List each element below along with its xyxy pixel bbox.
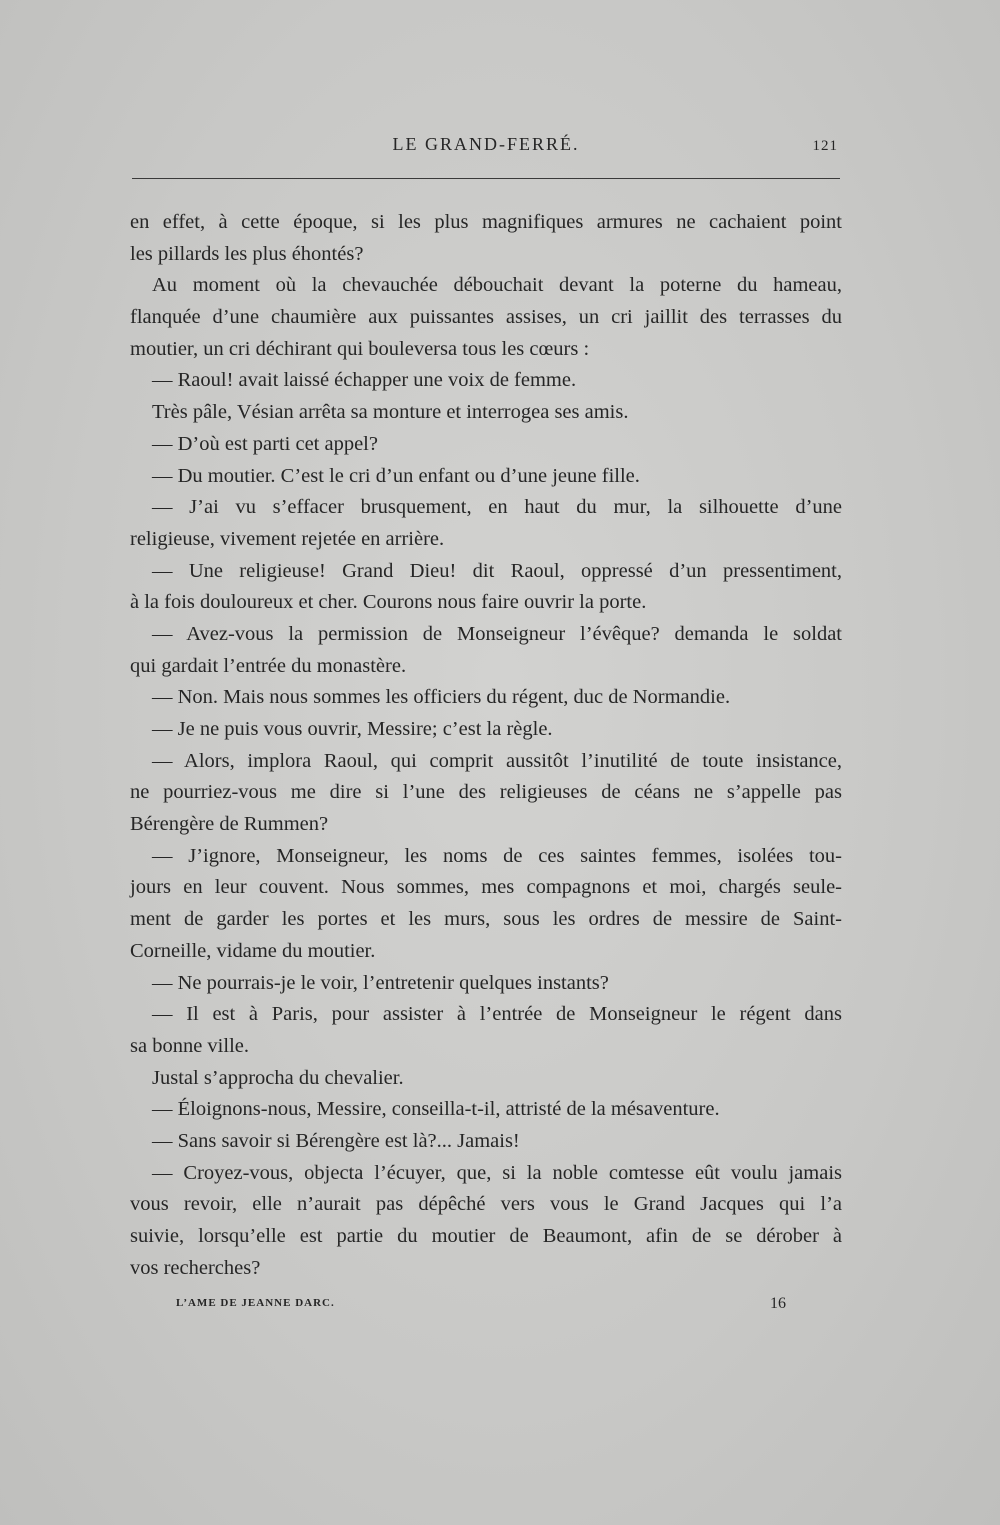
text-line: religieuse, vivement rejetée en arrière. [130, 527, 445, 550]
text-line: ne pourriez-vous me dire si l’une des religieuses de céans ne s’appelle pas [130, 781, 842, 804]
text-line: en effet, à cette époque, si les plus magnifiques armures ne cachaient point [130, 211, 842, 233]
text-line: — J’ignore, Monseigneur, les noms de ces saintes femmes, isolées tou- [152, 844, 842, 867]
text-line: — Du moutier. C’est le cri d’un enfant ou d’une jeune fille. [152, 464, 640, 487]
page-header [132, 134, 840, 164]
text-line: Corneille, vidame du moutier. [130, 939, 376, 962]
running-title: LE GRAND-FERRÉ. [392, 134, 580, 154]
text-line: — Une religieuse! Grand Dieu! dit Raoul, oppressé d’un pressentiment, [152, 559, 842, 582]
text-line: moutier, un cri déchirant qui bouleversa tous les cœurs : [130, 337, 590, 360]
text-line: — D’où est parti cet appel? [152, 432, 378, 455]
text-line: — Avez-vous la permission de Monseigneur l’évêque? demanda le soldat [152, 622, 842, 645]
text-line: ment de garder les portes et les murs, sous les ordres de messire de Saint- [130, 908, 842, 931]
text-line: vos recherches? [130, 1256, 261, 1279]
page-footer [176, 1297, 786, 1317]
text-line: Au moment où la chevauchée débouchait devant la poterne du hameau, [152, 274, 842, 297]
signature-mark-number: 16 [770, 1295, 786, 1312]
text-line: — Je ne puis vous ouvrir, Messire; c’est la règle. [152, 718, 553, 740]
text-line: — Alors, implora Raoul, qui comprit aussitôt l’inutilité de toute insistance, [152, 749, 842, 772]
text-line: à la fois douloureux et cher. Courons nous faire ouvrir la porte. [130, 591, 647, 614]
text-line: — Ne pourrais-je le voir, l’entretenir quelques instants? [152, 971, 609, 994]
text-line: flanquée d’une chaumière aux puissantes assises, un cri jaillit des terrasses du [130, 306, 842, 329]
text-line: — Raoul! avait laissé échapper une voix de femme. [152, 369, 577, 392]
text-line: — Il est à Paris, pour assister à l’entrée de Monseigneur le régent dans [152, 1003, 842, 1026]
text-line: — J’ai vu s’effacer brusquement, en haut du mur, la silhouette d’une [152, 496, 842, 519]
text-line: — Sans savoir si Bérengère est là?... Jamais! [152, 1129, 520, 1152]
text-line: Bérengère de Rummen? [130, 813, 329, 836]
text-line: Très pâle, Vésian arrêta sa monture et interrogea ses amis. [152, 401, 629, 424]
page-number: 121 [812, 138, 838, 154]
text-line: sa bonne ville. [130, 1034, 249, 1057]
text-line: vous revoir, elle n’aurait pas dépêché vers vous le Grand Jacques qui l’a [130, 1193, 842, 1216]
signature-mark-text: L’AME DE JEANNE DARC. [176, 1297, 335, 1309]
text-line: les pillards les plus éhontés? [130, 242, 364, 265]
text-line: qui gardait l’entrée du monastère. [130, 654, 407, 677]
text-line: Justal s’approcha du chevalier. [152, 1066, 404, 1089]
header-rule [132, 178, 840, 179]
text-line: — Éloignons-nous, Messire, conseilla-t-il, attristé de la mésaventure. [152, 1098, 720, 1121]
text-line: — Non. Mais nous sommes les officiers du régent, duc de Normandie. [152, 686, 731, 709]
text-line: — Croyez-vous, objecta l’écuyer, que, si la noble comtesse eût voulu jamais [152, 1161, 842, 1184]
text-line: jours en leur couvent. Nous sommes, mes compagnons et moi, chargés seule- [130, 876, 842, 899]
text-line: suivie, lorsqu’elle est partie du moutier de Beaumont, afin de se dérober à [130, 1225, 842, 1247]
body-text [130, 207, 842, 1284]
